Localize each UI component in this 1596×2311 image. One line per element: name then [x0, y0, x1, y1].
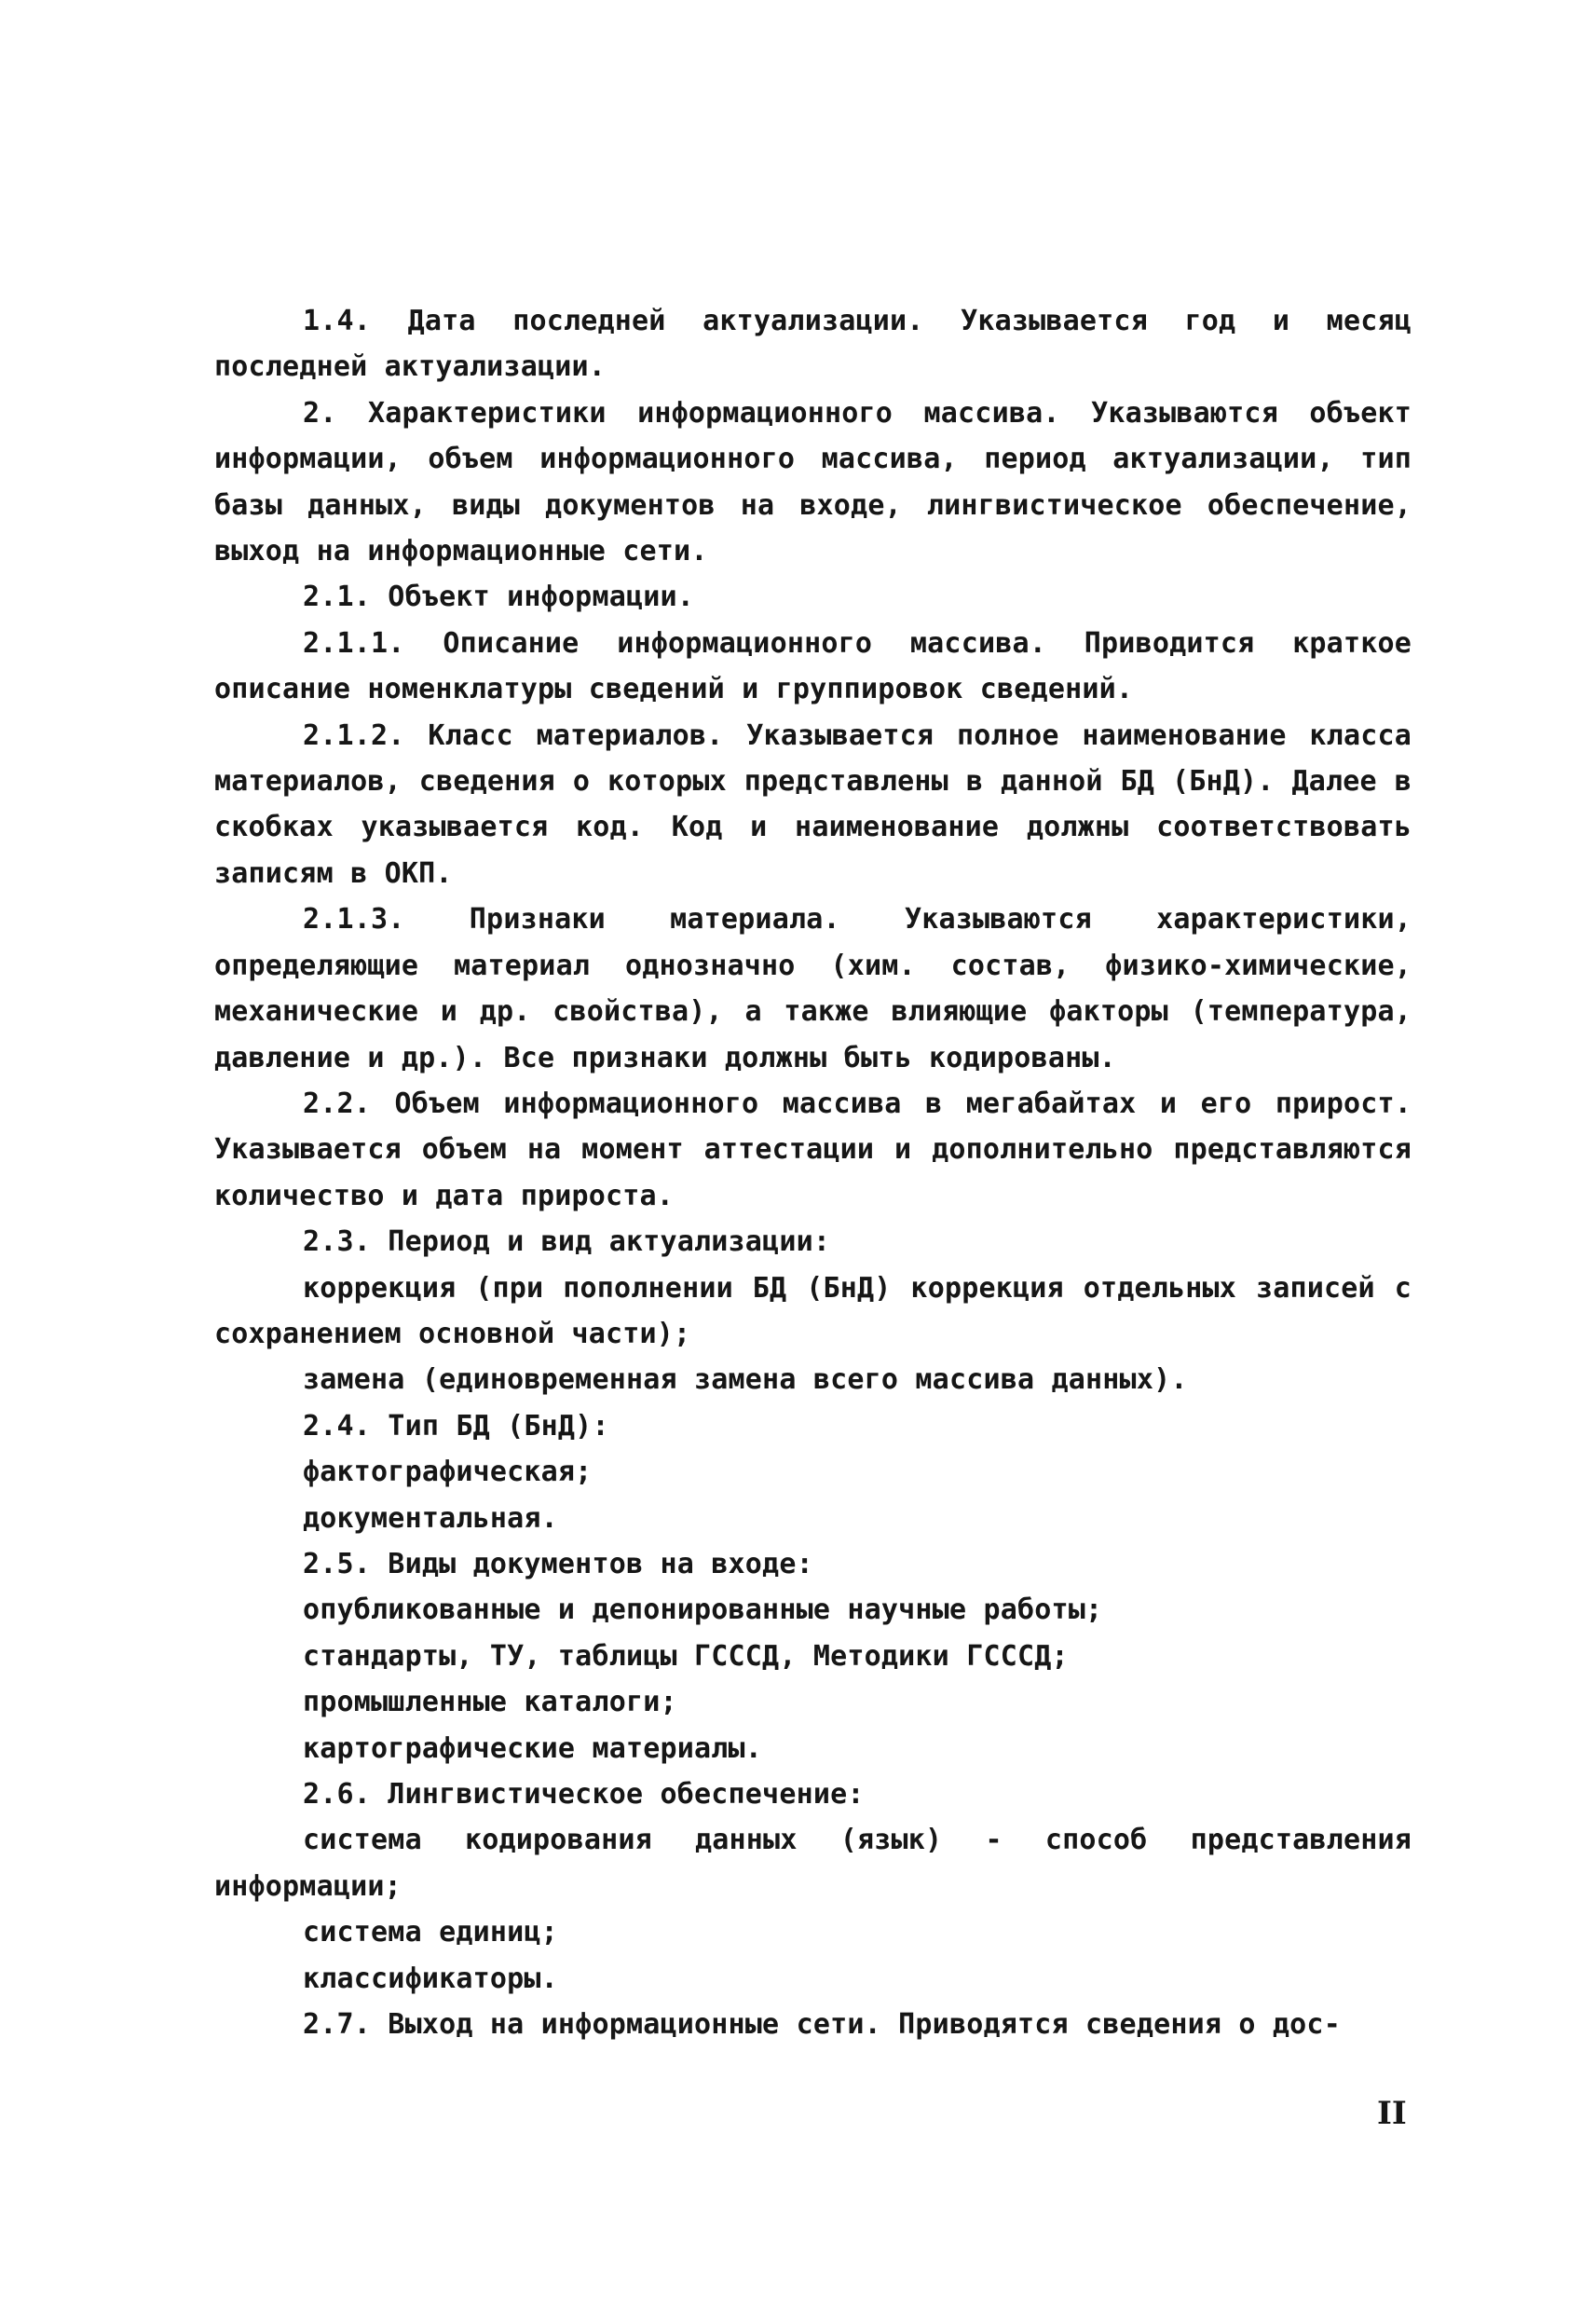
paragraph-2: 2. Характеристики информационного массива. Указываются объект информации, объем информационного массива, период актуализации, тип базы данных, виды документов на входе, лингвистическое обеспечение, выход на информационные сети. — [214, 396, 1412, 568]
list-item-unit-system: система единиц; — [303, 1916, 558, 1949]
paragraph-2-7: 2.7. Выход на информационные сети. Приводятся сведения о дос- — [303, 2008, 1341, 2042]
page-number: II — [1377, 2095, 1407, 2132]
paragraph-2-1: 2.1. Объект информации. — [303, 581, 695, 614]
list-item-documentary: документальная. — [303, 1501, 558, 1535]
paragraph-2-5: 2.5. Виды документов на входе: — [303, 1547, 813, 1580]
list-item-classifiers: классификаторы. — [303, 1962, 558, 1995]
list-item-correction: коррекция (при пополнении БД (БнД) коррекция отдельных записей с сохранением основной части); — [214, 1271, 1412, 1350]
list-item-cartographic: картографические материалы. — [303, 1731, 763, 1765]
paragraph-2-1-1: 2.1.1. Описание информационного массива. Приводится краткое описание номенклатуры сведений и группировок сведений. — [214, 626, 1412, 706]
list-item-standards: стандарты, ТУ, таблицы ГСССД, Методики ГСССД; — [303, 1639, 1069, 1673]
list-item-factographic: фактографическая; — [303, 1456, 593, 1489]
paragraph-1-4: 1.4. Дата последней актуализации. Указывается год и месяц последней актуализации. — [214, 305, 1412, 384]
paragraph-2-1-3: 2.1.3. Признаки материала. Указываются характеристики, определяющие материал однозначно (хим. состав, физико-химические, механические и др. свойства), а также влияющие факторы (температура, давление и др.). Все признаки должны быть кодированы. — [214, 903, 1412, 1074]
paragraph-2-3: 2.3. Период и вид актуализации: — [303, 1225, 831, 1259]
list-item-replacement: замена (единовременная замена всего массива данных). — [303, 1363, 1188, 1397]
paragraph-2-6: 2.6. Лингвистическое обеспечение: — [303, 1778, 865, 1811]
list-item-coding-system: система кодирования данных (язык) - способ представления информации; — [214, 1824, 1412, 1903]
paragraph-2-4: 2.4. Тип БД (БнД): — [303, 1409, 609, 1443]
paragraph-2-1-2: 2.1.2. Класс материалов. Указывается полное наименование класса материалов, сведения о которых представлены в данной БД (БнД). Далее в скобках указывается код. Код и наименование должны соответствовать записям в ОКП. — [214, 718, 1412, 890]
list-item-catalogs: промышленные каталоги; — [303, 1686, 677, 1719]
list-item-published-works: опубликованные и депонированные научные работы; — [303, 1593, 1103, 1627]
paragraph-2-2: 2.2. Объем информационного массива в мегабайтах и его прирост. Указывается объем на момент аттестации и дополнительно представляются количество и дата прироста. — [214, 1087, 1412, 1212]
document-body — [214, 298, 1412, 2047]
